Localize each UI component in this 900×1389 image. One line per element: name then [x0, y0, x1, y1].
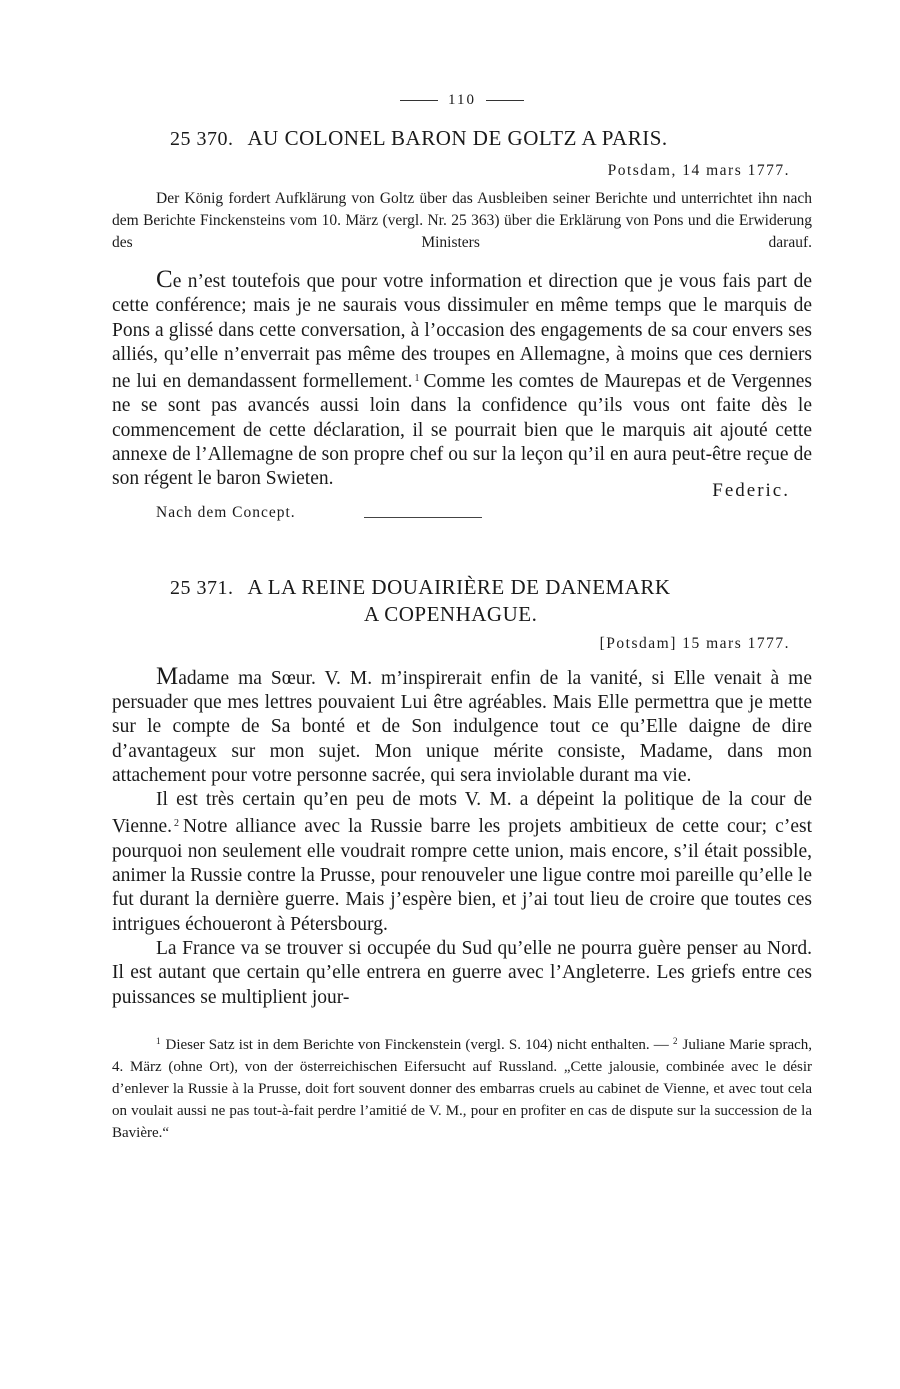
letter-heading — [112, 574, 812, 601]
dash-left — [400, 100, 438, 101]
footnote-ref: 1 — [414, 373, 420, 385]
letter-dateline: [Potsdam] 15 mars 1777. — [599, 634, 790, 652]
letter-body — [112, 268, 812, 492]
letter-number: 25 370. — [170, 128, 234, 150]
page-number-line — [112, 88, 812, 112]
letter-dateline: Potsdam, 14 mars 1777. — [607, 162, 790, 179]
initial-letter: C — [156, 266, 173, 293]
footnote-mark: 1 — [156, 1035, 161, 1046]
letter-heading — [112, 125, 812, 152]
dash-right — [486, 100, 524, 101]
body-paragraph: La France va se trouver si occupée du Sud qu’elle ne pourra guère penser au Nord. Il est autant que certain qu’elle entrera en guerre avec l’Angleterre. Les griefs entre ces puissances se multiplient jour- — [112, 937, 812, 1008]
footnote-mark: 2 — [672, 1035, 678, 1046]
source-note: Nach dem Concept. — [156, 503, 296, 521]
letter-title-line2: A COPENHAGUE. — [364, 601, 538, 626]
source-line — [112, 504, 812, 522]
body-paragraph: Madame ma Sœur. V. M. m’inspirerait enfin de la vanité, si Elle venait à me persuader que mes lettres pouvaient Lui être agréables. Mais Elle permettra que je mette sur le compte de Sa bonté et de Son indulgence tout ce qu’Elle daigne de dire d’avantageux sur mon sujet. Mon unique mérite consiste, Madame, dans mon attachement pour votre personne sacrée, qui sera inviolable durant ma vie. — [112, 662, 812, 786]
body-paragraph: Il est très certain qu’en peu de mots V. M. a dépeint la politique de la cour de Vienne. $^2$ Notre alliance avec la Russie barre les projets ambitieux de cette cour; c’est pourquoi non seulement elle voudrait rompre cette union, mais encore, s’il était possible, animer la Russie contre la Prusse, pour renouveler une ligue contre moi pareille qu’elle le fut durant la dernière guerre. Mais j’espère bien, et j’ai tout lieu de croire que toutes ces intrigues échoueront à Pétersbourg. — [112, 789, 812, 935]
signature: Federic. — [712, 479, 790, 501]
page — [112, 88, 812, 1144]
footnote: $^1$ Dieser Satz ist in dem Berichte von Finckenstein (vergl. S. 104) nicht enthalten. — $^2$ Juliane Marie sprach, 4. März (ohne Ort), von der österreichischen Eifersucht auf Russland. „Cette jalousie, combinée avec le désir d’enlever la Russie à la Prusse, doit fort souvent donner des embarras cruels au cabinet de Vienne, et avec tout cela on voulait aussi ne pas tout-à-fait perdre l’amitié de V. M., pour en profiter en cas de dispute sur la succession de la Bavière.“ — [112, 1035, 813, 1141]
page-number: 110 — [448, 92, 476, 108]
letter-title: A LA REINE DOUAIRIÈRE DE DANEMARK — [247, 574, 671, 599]
letter-number: 25 371. — [170, 576, 234, 599]
letter-summary: Der König fordert Aufklärung von Goltz über das Ausbleiben seiner Berichte und unterrichtet ihn nach dem Berichte Finckensteins vom 10. März (vergl. Nr. 25 363) über die Erklärung von Pons und die Erwiderung des Ministers darauf. — [112, 190, 812, 251]
footnotes — [112, 1030, 812, 1144]
section-rule — [364, 517, 482, 518]
letter-body — [112, 662, 812, 1010]
initial-letter: M — [156, 662, 179, 690]
footnote-ref: 2 — [174, 818, 180, 830]
body-paragraph: Ce n’est toutefois que pour votre information et direction que je vous fais part de cette conférence; mais je ne saurais vous dissimuler en même temps que le marquis de Pons a glissé dans cette conversation, à l’occasion des engagements de sa cour envers ses alliés, qu’elle n’enverrait pas même des troupes en Allemagne, à moins que ces derniers ne lui en demandassent formellement. $^1$ Comme les comtes de Maurepas et de Vergennes ne se sont pas avancés aussi loin dans la confidence qu’ils vous ont faite dès le commencement de cette déclaration, il se pourrait bien que le marquis ait ajouté cette annexe de l’Allemagne de son propre chef ou sur la leçon qu’il en aura peut-être reçue de son régent le baron Swieten. — [112, 266, 812, 490]
letter-title: AU COLONEL BARON DE GOLTZ A PARIS. — [247, 126, 668, 150]
